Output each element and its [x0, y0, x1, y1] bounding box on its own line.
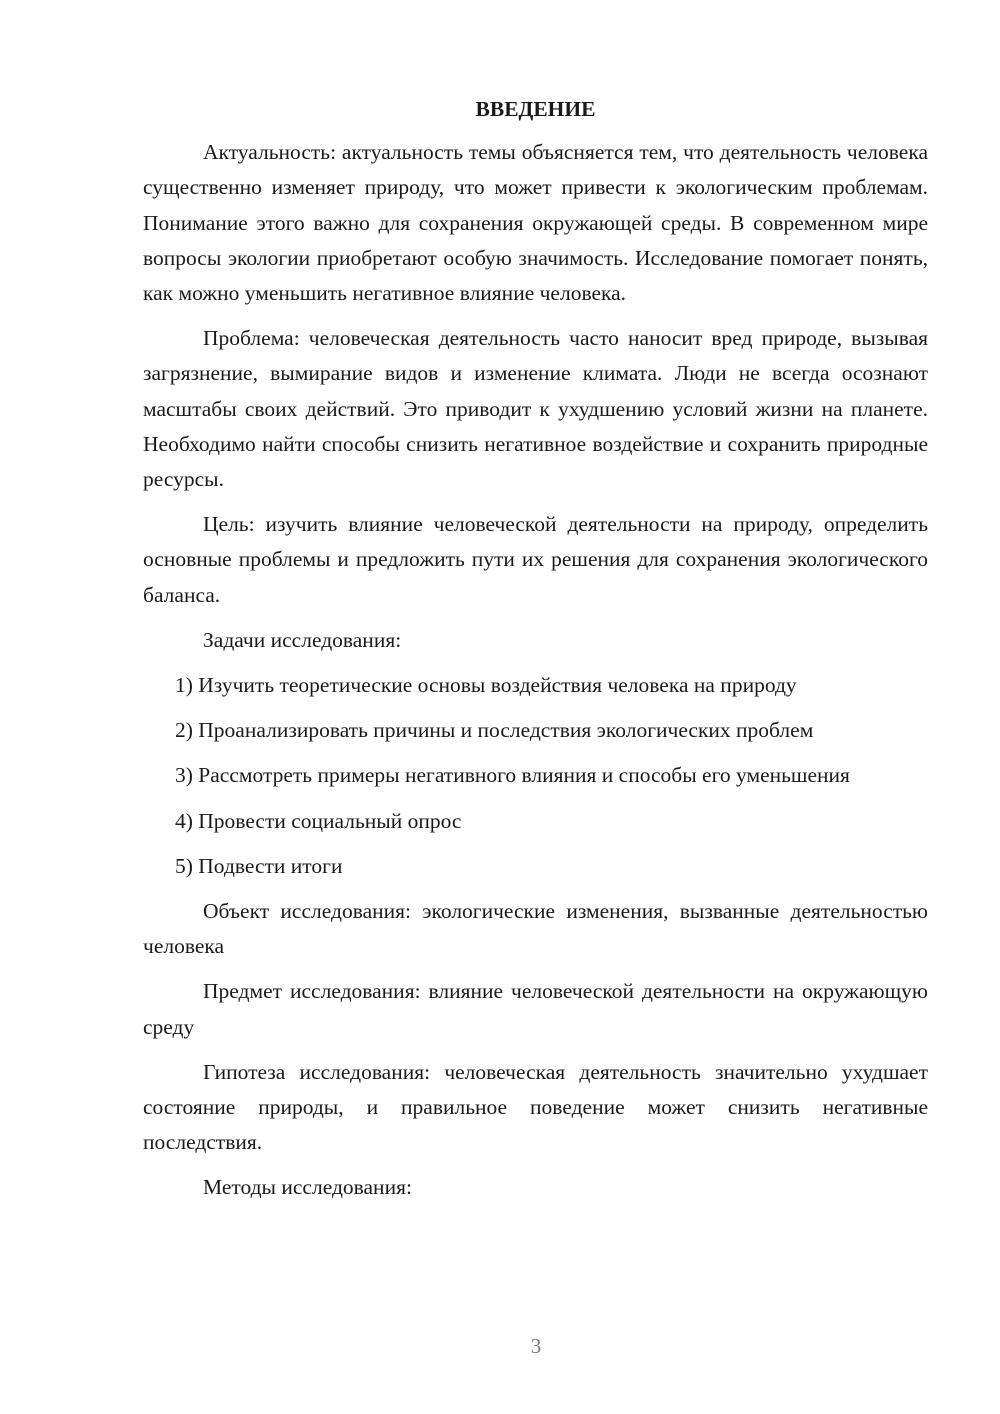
problem-paragraph: Проблема: человеческая деятельность часто наносит вред природе, вызывая загрязнение, вымирание видов и изменение климата. Люди не всегда осознают масштабы своих действий. Это приводит к ухудшению условий жизни на планете. Необходимо найти способы снизить негативное воздействие и сохранить природные ресурсы. [143, 326, 928, 492]
page-content [143, 92, 928, 1216]
methods-heading: Методы исследования: [203, 1175, 412, 1200]
task-item-2: 2) Проанализировать причины и последствия экологических проблем [175, 718, 814, 743]
hypothesis-paragraph: Гипотеза исследования: человеческая деятельность значительно ухудшает состояние природы, и правильное поведение может снизить негативные последствия. [143, 1059, 928, 1155]
tasks-heading: Задачи исследования: [203, 627, 402, 652]
task-item-1: 1) Изучить теоретические основы воздействия человека на природу [175, 673, 797, 698]
page-number: 3 [530, 1334, 542, 1358]
task-item-4: 4) Провести социальный опрос [175, 808, 462, 833]
subject-paragraph: Предмет исследования: влияние человеческой деятельности на окружающую среду [143, 979, 928, 1039]
task-item-3: 3) Рассмотреть примеры негативного влияния и способы его уменьшения [175, 763, 850, 788]
task-item-5: 5) Подвести итоги [175, 853, 343, 878]
tasks-list [143, 668, 928, 884]
relevance-paragraph: Актуальность: актуальность темы объясняется тем, что деятельность человека существенно изменяет природу, что может привести к экологическим проблемам. Понимание этого важно для сохранения окружающей среды. В современном мире вопросы экологии приобретают особую значимость. Исследование помогает понять, как можно уменьшить негативное влияние человека. [143, 140, 928, 306]
goal-paragraph: Цель: изучить влияние человеческой деятельности на природу, определить основные проблемы и предложить пути их решения для сохранения экологического баланса. [143, 512, 928, 607]
object-paragraph: Объект исследования: экологические изменения, вызванные деятельностью человека [143, 899, 928, 959]
section-title: ВВЕДЕНИЕ [475, 97, 596, 121]
